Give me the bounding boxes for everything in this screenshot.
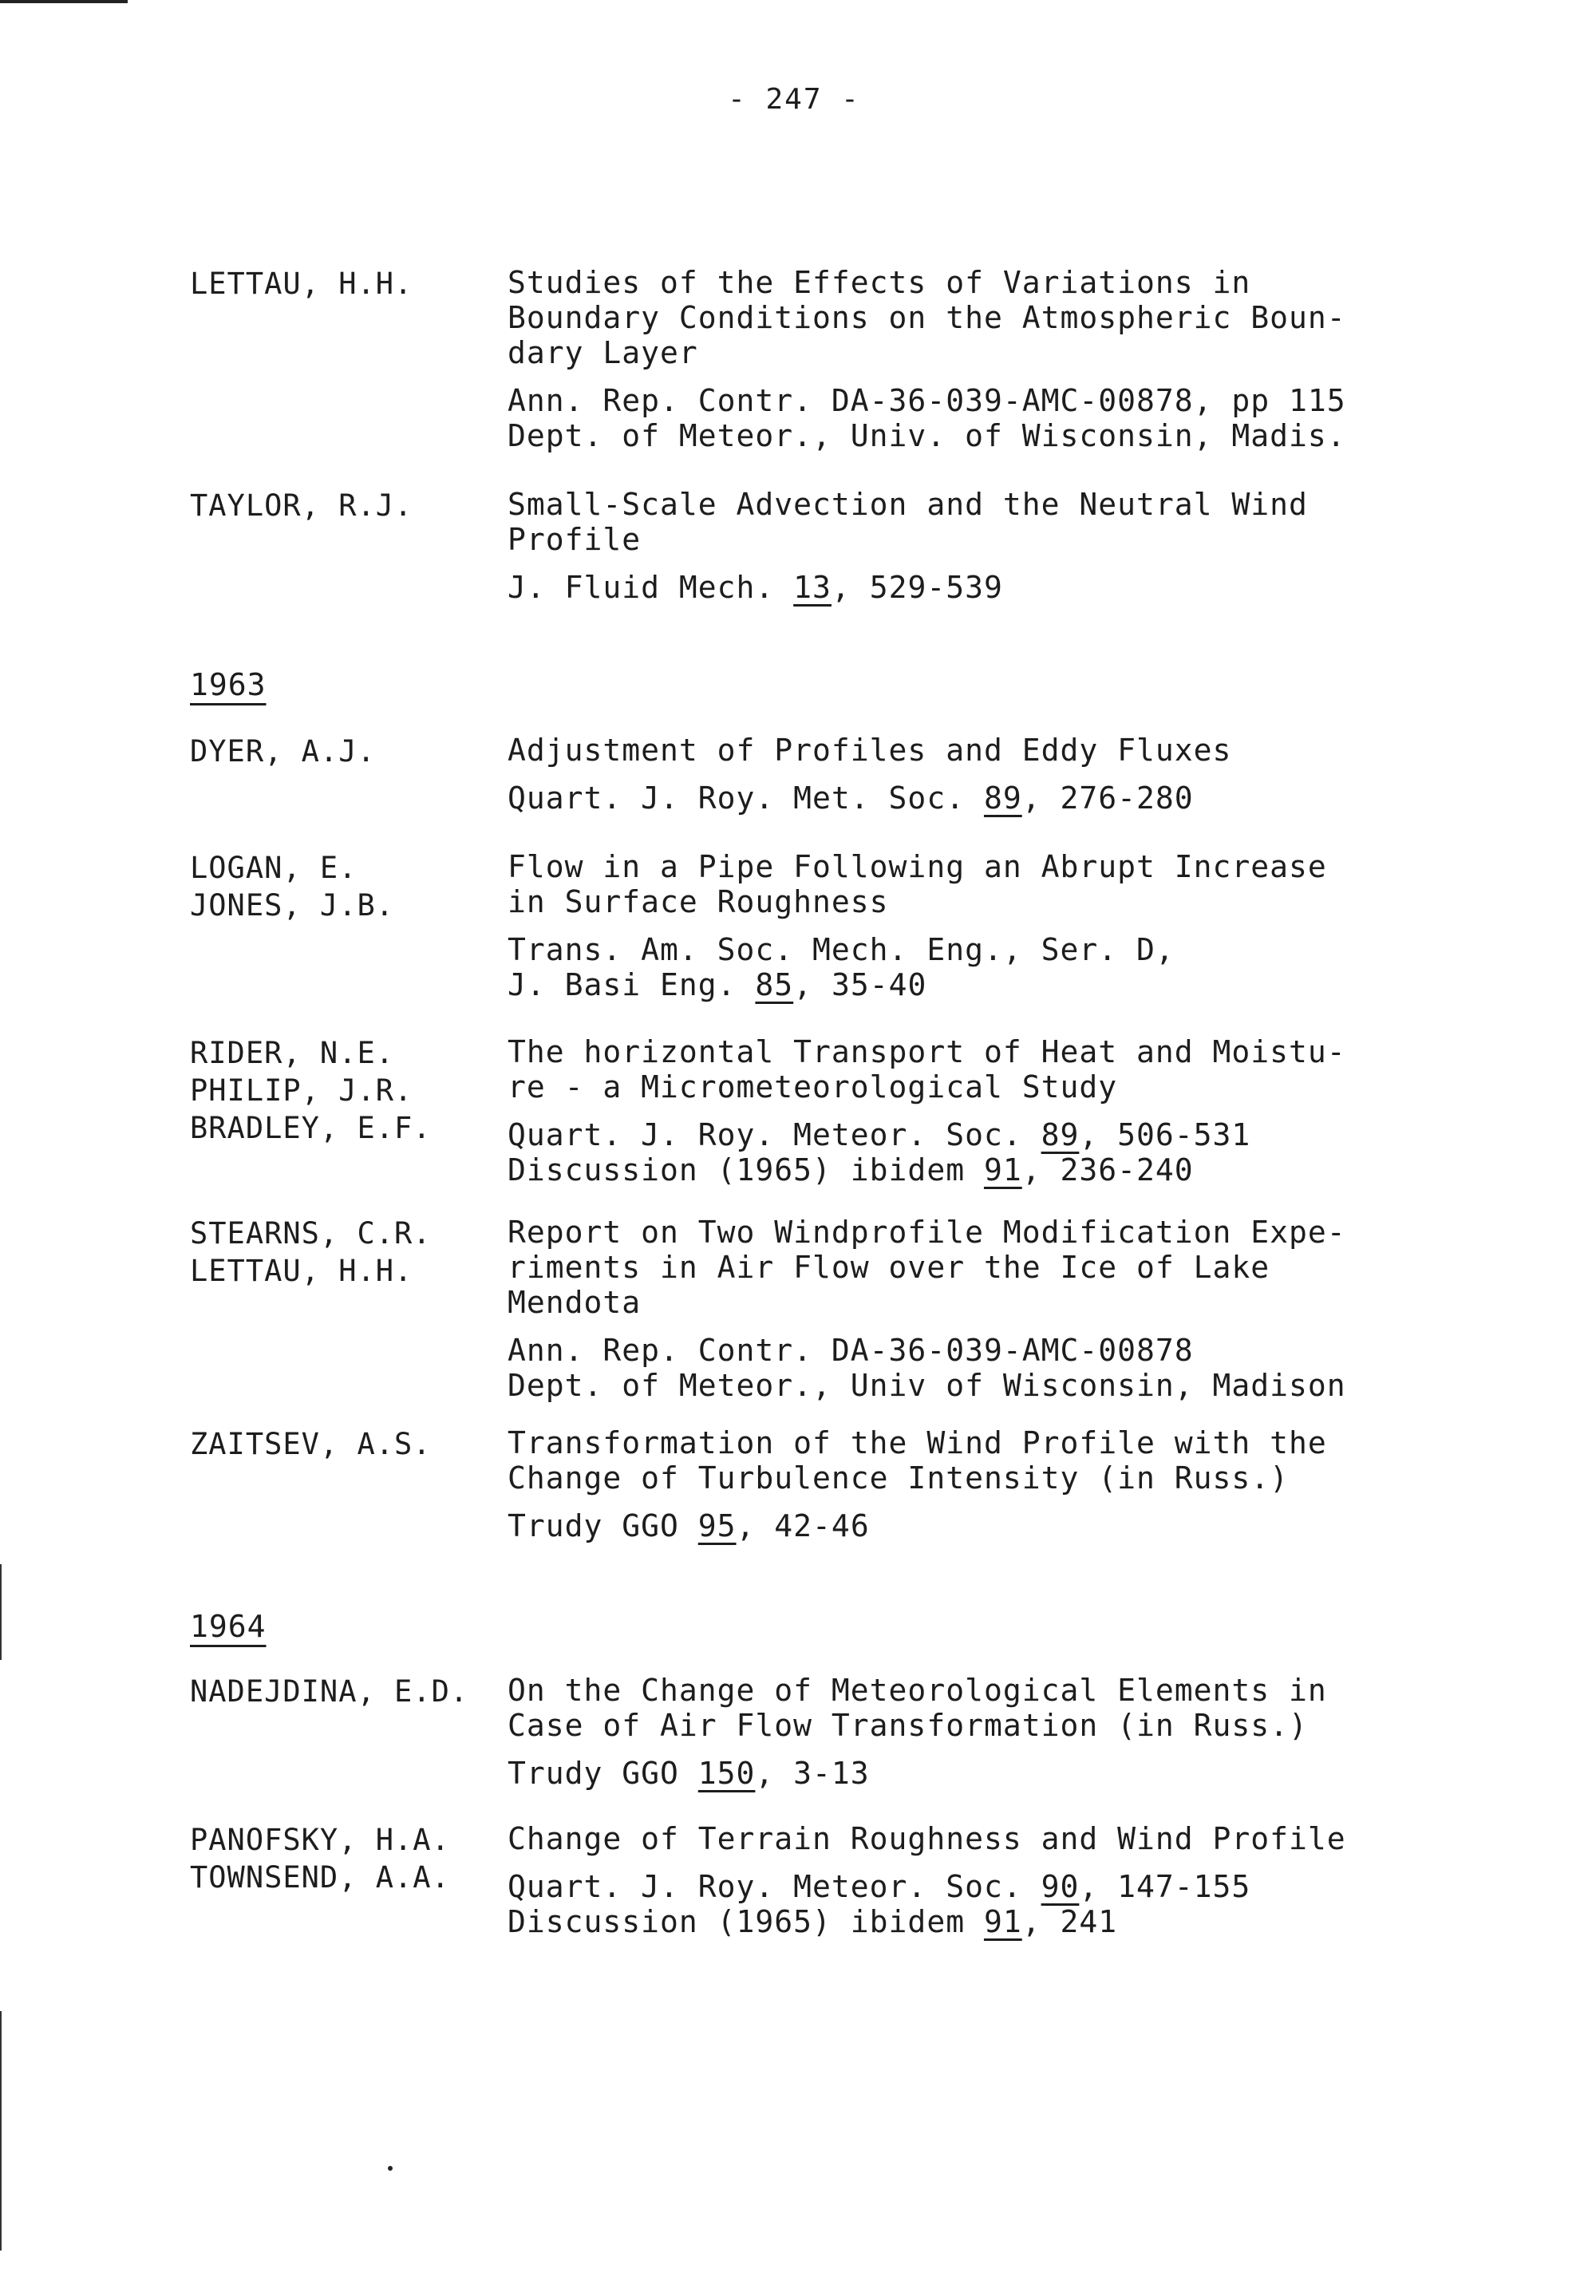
entry-title: Transformation of the Wind Profile with the Change of Turbulence Intensity (in Russ.) [508,1425,1327,1496]
entry-title: Change of Terrain Roughness and Wind Profile [508,1821,1346,1856]
author-name: TOWNSEND, A.A. [190,1860,450,1895]
scan-edge-mark [0,0,128,3]
reference-line: Quart. J. Roy. Meteor. Soc. 89, 506-531 [508,1117,1251,1152]
author-name: NADEJDINA, E.D. [190,1674,469,1709]
entry-body [508,1215,1409,1403]
entry-authors [190,1034,501,1147]
scan-speck [388,2166,393,2171]
reference-line: Dept. of Meteor., Univ of Wisconsin, Madison [508,1368,1346,1403]
scan-edge-mark [0,1564,2,1660]
reference-line: Dept. of Meteor., Univ. of Wisconsin, Madis. [508,418,1346,453]
author-name: RIDER, N.E. [190,1036,395,1070]
entry-body [508,265,1409,453]
entry-reference [508,932,1409,1002]
volume-number: 95 [697,1508,737,1543]
entry-title: The horizontal Transport of Heat and Moistu- re - a Micrometeorological Study [508,1034,1346,1105]
reference-line: Trudy GGO 150, 3-13 [508,1756,870,1791]
volume-number: 89 [1041,1117,1080,1152]
entry-reference [508,780,1409,816]
year-heading: 1963 [190,667,267,702]
entry-body [508,487,1409,605]
author-name: DYER, A.J. [190,734,376,769]
entry-body [508,1034,1409,1188]
reference-line: J. Fluid Mech. 13, 529-539 [508,570,1003,605]
entry-reference [508,1869,1409,1939]
volume-number: 89 [983,780,1022,816]
entry-body [508,733,1409,816]
entry-reference [508,383,1409,453]
entry-authors [190,1673,501,1710]
author-name: PHILIP, J.R. [190,1073,413,1108]
entry-reference [508,1756,1409,1791]
author-name: LOGAN, E. [190,851,358,885]
scan-edge-mark [0,2011,2,2251]
entry-reference [508,1333,1409,1403]
author-name: BRADLEY, E.F. [190,1111,432,1145]
entry-body [508,1425,1409,1543]
volume-number: 90 [1041,1869,1080,1904]
volume-number: 13 [793,570,832,605]
reference-line: J. Basi Eng. 85, 35-40 [508,967,927,1002]
entry-authors [190,1821,501,1896]
entry-reference [508,1508,1409,1543]
volume-number: 150 [697,1756,756,1791]
reference-line: Ann. Rep. Contr. DA-36-039-AMC-00878 [508,1333,1194,1368]
author-name: JONES, J.B. [190,888,395,923]
entry-title: Studies of the Effects of Variations in Boundary Conditions on the Atmospheric Boun- dary Layer [508,265,1346,370]
reference-line: Trans. Am. Soc. Mech. Eng., Ser. D, [508,932,1175,967]
entry-authors [190,1215,501,1290]
author-name: ZAITSEV, A.S. [190,1427,432,1461]
entry-title: On the Change of Meteorological Elements in Case of Air Flow Transformation (in Russ.) [508,1673,1327,1743]
author-name: TAYLOR, R.J. [190,488,413,523]
page-number: - 247 - [728,83,860,116]
author-name: LETTAU, H.H. [190,267,413,301]
entry-authors [190,733,501,770]
entry-reference [508,1117,1409,1188]
reference-line: Quart. J. Roy. Met. Soc. 89, 276-280 [508,780,1194,816]
author-name: LETTAU, H.H. [190,1254,413,1288]
entry-authors [190,1425,501,1463]
author-name: PANOFSKY, H.A. [190,1823,450,1857]
entry-title: Flow in a Pipe Following an Abrupt Increase in Surface Roughness [508,849,1327,919]
volume-number: 85 [755,967,794,1002]
entry-authors [190,265,501,302]
entry-body [508,849,1409,1002]
volume-number: 91 [983,1152,1022,1188]
entry-reference [508,570,1409,605]
reference-line: Trudy GGO 95, 42-46 [508,1508,870,1543]
reference-line: Discussion (1965) ibidem 91, 241 [508,1904,1118,1939]
entry-title: Adjustment of Profiles and Eddy Fluxes [508,733,1232,768]
entry-title: Report on Two Windprofile Modification Expe- riments in Air Flow over the Ice of Lake Mendota [508,1215,1346,1320]
entry-title: Small-Scale Advection and the Neutral Wind Profile [508,487,1308,557]
entry-body [508,1673,1409,1791]
reference-line: Discussion (1965) ibidem 91, 236-240 [508,1152,1194,1188]
entry-authors [190,487,501,524]
year-heading: 1964 [190,1609,267,1644]
entry-body [508,1821,1409,1939]
reference-line: Ann. Rep. Contr. DA-36-039-AMC-00878, pp 115 [508,383,1346,418]
volume-number: 91 [983,1904,1022,1939]
entry-authors [190,849,501,924]
reference-line: Quart. J. Roy. Meteor. Soc. 90, 147-155 [508,1869,1251,1904]
author-name: STEARNS, C.R. [190,1216,432,1251]
